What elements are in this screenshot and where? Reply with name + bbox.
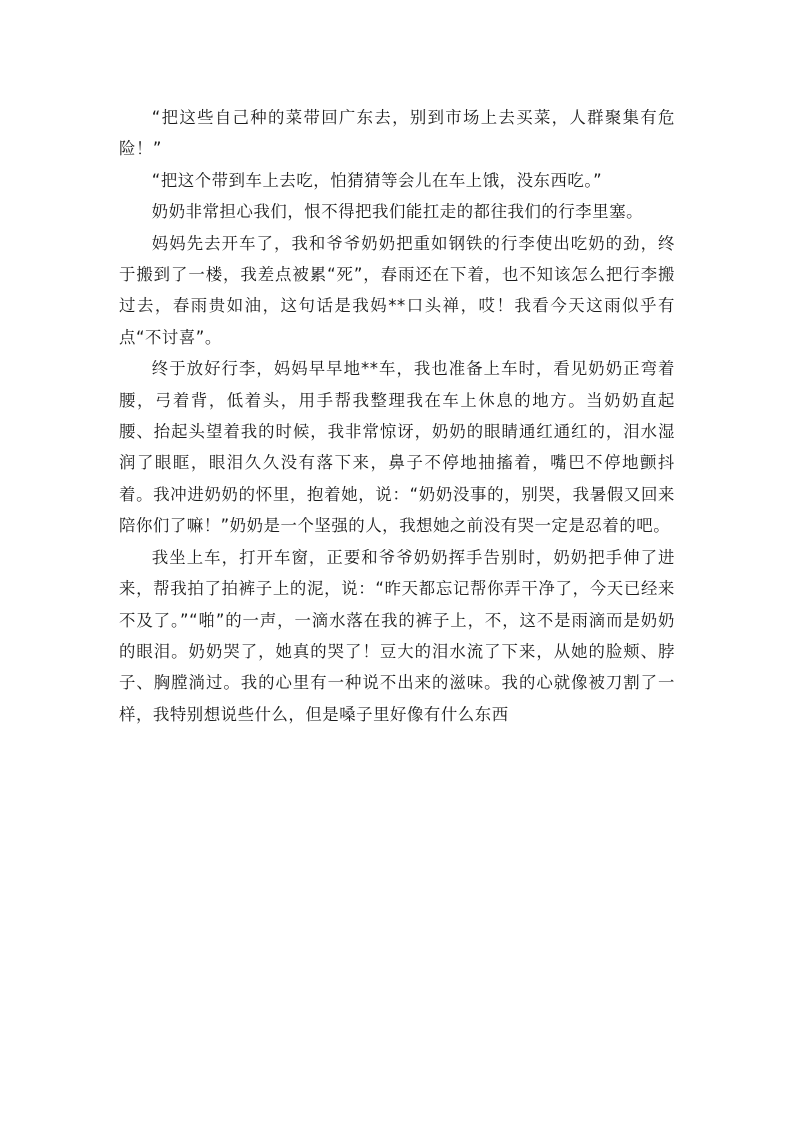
document-body [119, 102, 675, 730]
paragraph: 妈妈先去开车了，我和爷爷奶奶把重如钢铁的行李使出吃奶的劲，终于搬到了一楼，我差点被累“死”，春雨还在下着，也不知该怎么把行李搬过去，春雨贵如油，这句话是我妈**口头禅，哎！我看今天这雨似乎有点“不讨喜”。 [119, 233, 675, 347]
paragraph: “把这些自己种的菜带回广东去，别到市场上去买菜，人群聚集有危险！” [119, 108, 675, 159]
paragraph: 奶奶非常担心我们，恨不得把我们能扛走的都往我们的行李里塞。 [151, 202, 644, 222]
paragraph: 我坐上车，打开车窗，正要和爷爷奶奶挥手告别时，奶奶把手伸了进来，帮我拍了拍裤子上的泥，说：“昨天都忘记帮你弄干净了，今天已经来不及了。”“啪”的一声，一滴水落在我的裤子上，不，这不是雨滴而是奶奶的眼泪。奶奶哭了，她真的哭了！豆大的泪水流了下来，从她的脸颊、脖子、胸膛淌过。我的心里有一种说不出来的滋味。我的心就像被刀割了一样，我特别想说些什么，但是嗓子里好像有什么东西 [119, 547, 675, 724]
paragraph: “把这个带到车上去吃，怕猜猜等会儿在车上饿，没东西吃。” [151, 170, 603, 190]
paragraph: 终于放好行李，妈妈早早地**车，我也准备上车时，看见奶奶正弯着腰，弓着背，低着头，用手帮我整理我在车上休息的地方。当奶奶直起腰、抬起头望着我的时候，我非常惊讶，奶奶的眼睛通红通红的，泪水湿润了眼眶，眼泪久久没有落下来，鼻子不停地抽搐着，嘴巴不停地颤抖着。我冲进奶奶的怀里，抱着她，说：“奶奶没事的，别哭，我暑假又回来陪你们了嘛！”奶奶是一个坚强的人，我想她之前没有哭一定是忍着的吧。 [119, 359, 675, 536]
